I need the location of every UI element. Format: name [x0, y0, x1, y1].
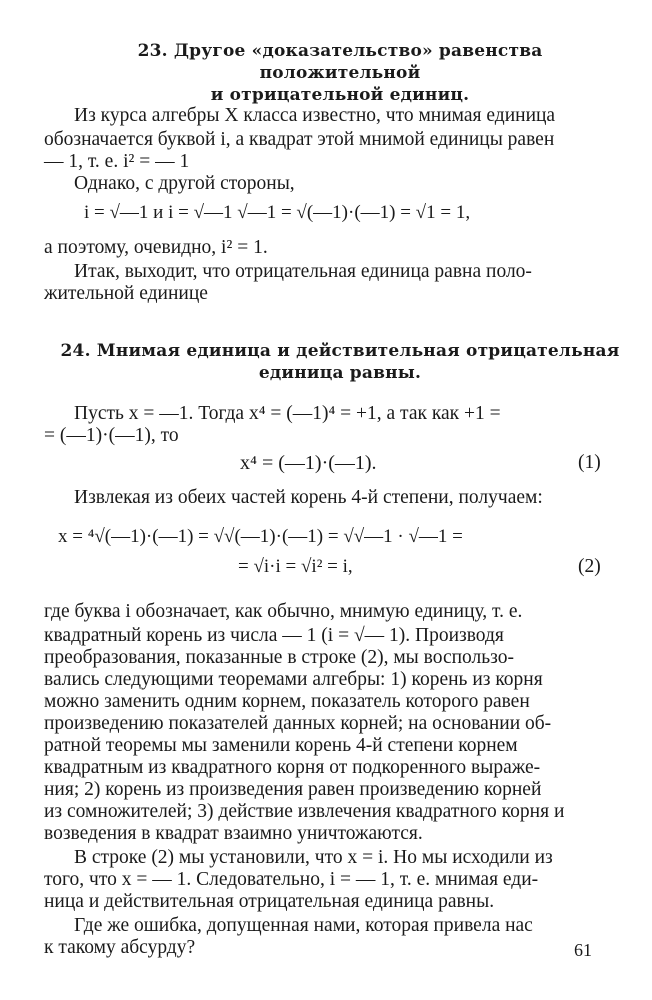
page-number: 61 [574, 940, 592, 960]
text-line: вались следующими теоремами алгебры: 1) корень из корня [44, 669, 543, 690]
heading-line: 24. Мнимая единица и действительная отрицательная [60, 341, 620, 361]
text-line: — 1, т. е. i² = — 1 [44, 151, 190, 172]
equation-2-line-2: = √i·i = √i² = i, [238, 556, 353, 577]
text-line: Извлекая из обеих частей корень 4-й степени, получаем: [74, 487, 543, 508]
text-line: квадратный корень из числа — 1 (i = √— 1). Производя [44, 625, 504, 646]
section-24-heading [60, 340, 620, 384]
text-line: Пусть x = —1. Тогда x⁴ = (—1)⁴ = +1, а так как +1 = [74, 403, 501, 424]
text-line: Итак, выходит, что отрицательная единица равна поло- [74, 261, 532, 282]
formula-roots: i = √—1 и i = √—1 √—1 = √(—1)·(—1) = √1 = 1, [84, 202, 471, 223]
heading-line: 23. Другое «доказательство» равенства положительной [137, 41, 543, 83]
text-line: можно заменить одним корнем, показатель которого равен [44, 691, 530, 712]
equation-1: x⁴ = (—1)·(—1). [240, 452, 377, 474]
text-line: произведению показателей данных корней; на основании об- [44, 713, 552, 734]
heading-line: и отрицательной единиц. [210, 85, 470, 105]
text-line: жительной единице [44, 283, 208, 304]
text-line: ница и действительная отрицательная единица равны. [44, 891, 495, 912]
text-line: возведения в квадрат взаимно уничтожаются. [44, 823, 423, 844]
text-line: ния; 2) корень из произведения равен произведению корней [44, 779, 542, 800]
text-line: преобразования, показанные в строке (2), мы воспользо- [44, 647, 514, 668]
heading-line: единица равны. [258, 363, 422, 383]
equation-2-line-1: x = ⁴√(—1)·(—1) = √√(—1)·(—1) = √√—1 · √—1 = [58, 526, 463, 547]
text-line: Из курса алгебры X класса известно, что мнимая единица [74, 105, 556, 126]
text-line: того, что x = — 1. Следовательно, i = — 1, т. е. мнимая еди- [44, 869, 539, 890]
text-line: а поэтому, очевидно, i² = 1. [44, 237, 268, 258]
text-line: где буква i обозначает, как обычно, мнимую единицу, т. е. [44, 601, 523, 622]
text-line: В строке (2) мы установили, что x = i. Но мы исходили из [74, 847, 553, 868]
text-line: = (—1)·(—1), то [44, 425, 179, 446]
text-line: к такому абсурду? [44, 937, 196, 958]
text-line: обозначается буквой i, а квадрат этой мнимой единицы равен [44, 129, 555, 150]
text-line: Однако, с другой стороны, [74, 173, 295, 194]
equation-number: (1) [578, 452, 601, 473]
section-23-heading [60, 40, 620, 106]
text-line: квадратным из квадратного корня от подкоренного выраже- [44, 757, 541, 778]
text-line: ратной теоремы мы заменили корень 4-й степени корнем [44, 735, 518, 756]
text-line: из сомножителей; 3) действие извлечения квадратного корня и [44, 801, 565, 822]
equation-number: (2) [578, 556, 601, 577]
text-line: Где же ошибка, допущенная нами, которая привела нас [74, 915, 533, 936]
